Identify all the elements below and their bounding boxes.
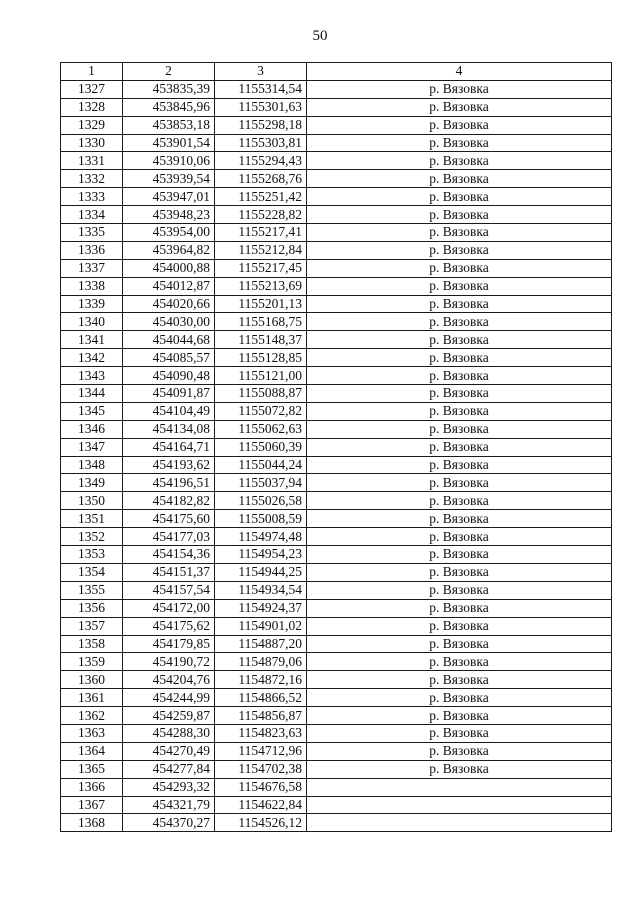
y-coordinate-cell: 1154702,38 xyxy=(215,760,307,778)
y-coordinate-cell: 1154944,25 xyxy=(215,563,307,581)
table-row xyxy=(61,116,612,134)
y-coordinate-cell: 1155201,13 xyxy=(215,295,307,313)
table-row xyxy=(61,367,612,385)
x-coordinate-cell: 454134,08 xyxy=(123,420,215,438)
point-number-cell: 1338 xyxy=(61,277,123,295)
description-cell: р. Вязовка xyxy=(307,313,612,331)
x-coordinate-cell: 454164,71 xyxy=(123,438,215,456)
x-coordinate-cell: 453939,54 xyxy=(123,170,215,188)
table-row xyxy=(61,313,612,331)
y-coordinate-cell: 1154823,63 xyxy=(215,724,307,742)
coordinates-table xyxy=(60,62,612,832)
point-number-cell: 1339 xyxy=(61,295,123,313)
description-cell: р. Вязовка xyxy=(307,134,612,152)
table-row xyxy=(61,671,612,689)
header-col-3: 3 xyxy=(215,63,307,81)
y-coordinate-cell: 1155037,94 xyxy=(215,474,307,492)
point-number-cell: 1344 xyxy=(61,385,123,403)
point-number-cell: 1343 xyxy=(61,367,123,385)
y-coordinate-cell: 1155251,42 xyxy=(215,188,307,206)
description-cell: р. Вязовка xyxy=(307,724,612,742)
description-cell: р. Вязовка xyxy=(307,456,612,474)
point-number-cell: 1348 xyxy=(61,456,123,474)
point-number-cell: 1336 xyxy=(61,241,123,259)
table-row xyxy=(61,349,612,367)
table-row xyxy=(61,152,612,170)
point-number-cell: 1361 xyxy=(61,689,123,707)
header-col-4: 4 xyxy=(307,63,612,81)
y-coordinate-cell: 1155301,63 xyxy=(215,98,307,116)
point-number-cell: 1355 xyxy=(61,581,123,599)
description-cell: р. Вязовка xyxy=(307,170,612,188)
point-number-cell: 1341 xyxy=(61,331,123,349)
point-number-cell: 1340 xyxy=(61,313,123,331)
table-row xyxy=(61,760,612,778)
table-row xyxy=(61,724,612,742)
description-cell: р. Вязовка xyxy=(307,331,612,349)
description-cell: р. Вязовка xyxy=(307,689,612,707)
x-coordinate-cell: 454190,72 xyxy=(123,653,215,671)
y-coordinate-cell: 1155026,58 xyxy=(215,492,307,510)
description-cell: р. Вязовка xyxy=(307,116,612,134)
table-row xyxy=(61,277,612,295)
x-coordinate-cell: 454172,00 xyxy=(123,599,215,617)
x-coordinate-cell: 454091,87 xyxy=(123,385,215,403)
description-cell: р. Вязовка xyxy=(307,599,612,617)
table-row xyxy=(61,438,612,456)
y-coordinate-cell: 1154676,58 xyxy=(215,778,307,796)
table-row xyxy=(61,599,612,617)
description-cell: р. Вязовка xyxy=(307,653,612,671)
description-cell: р. Вязовка xyxy=(307,635,612,653)
x-coordinate-cell: 454044,68 xyxy=(123,331,215,349)
header-col-2: 2 xyxy=(123,63,215,81)
y-coordinate-cell: 1155303,81 xyxy=(215,134,307,152)
y-coordinate-cell: 1154974,48 xyxy=(215,528,307,546)
point-number-cell: 1353 xyxy=(61,546,123,564)
y-coordinate-cell: 1155062,63 xyxy=(215,420,307,438)
x-coordinate-cell: 454288,30 xyxy=(123,724,215,742)
description-cell: р. Вязовка xyxy=(307,259,612,277)
description-cell xyxy=(307,814,612,832)
description-cell: р. Вязовка xyxy=(307,617,612,635)
point-number-cell: 1354 xyxy=(61,563,123,581)
point-number-cell: 1350 xyxy=(61,492,123,510)
y-coordinate-cell: 1154954,23 xyxy=(215,546,307,564)
x-coordinate-cell: 453853,18 xyxy=(123,116,215,134)
x-coordinate-cell: 453845,96 xyxy=(123,98,215,116)
point-number-cell: 1352 xyxy=(61,528,123,546)
description-cell: р. Вязовка xyxy=(307,367,612,385)
table-row xyxy=(61,510,612,528)
x-coordinate-cell: 454151,37 xyxy=(123,563,215,581)
table-row xyxy=(61,635,612,653)
table-row xyxy=(61,295,612,313)
table-row xyxy=(61,259,612,277)
table-row xyxy=(61,420,612,438)
description-cell: р. Вязовка xyxy=(307,188,612,206)
x-coordinate-cell: 454182,82 xyxy=(123,492,215,510)
description-cell: р. Вязовка xyxy=(307,277,612,295)
description-cell: р. Вязовка xyxy=(307,742,612,760)
point-number-cell: 1358 xyxy=(61,635,123,653)
description-cell: р. Вязовка xyxy=(307,707,612,725)
point-number-cell: 1332 xyxy=(61,170,123,188)
table-row xyxy=(61,170,612,188)
description-cell: р. Вязовка xyxy=(307,80,612,98)
x-coordinate-cell: 454157,54 xyxy=(123,581,215,599)
point-number-cell: 1342 xyxy=(61,349,123,367)
x-coordinate-cell: 454177,03 xyxy=(123,528,215,546)
y-coordinate-cell: 1154879,06 xyxy=(215,653,307,671)
point-number-cell: 1360 xyxy=(61,671,123,689)
x-coordinate-cell: 454259,87 xyxy=(123,707,215,725)
x-coordinate-cell: 453835,39 xyxy=(123,80,215,98)
point-number-cell: 1333 xyxy=(61,188,123,206)
x-coordinate-cell: 454193,62 xyxy=(123,456,215,474)
y-coordinate-cell: 1155148,37 xyxy=(215,331,307,349)
description-cell: р. Вязовка xyxy=(307,385,612,403)
x-coordinate-cell: 454179,85 xyxy=(123,635,215,653)
point-number-cell: 1347 xyxy=(61,438,123,456)
point-number-cell: 1327 xyxy=(61,80,123,98)
x-coordinate-cell: 454175,60 xyxy=(123,510,215,528)
x-coordinate-cell: 454370,27 xyxy=(123,814,215,832)
point-number-cell: 1365 xyxy=(61,760,123,778)
table-row xyxy=(61,474,612,492)
x-coordinate-cell: 454020,66 xyxy=(123,295,215,313)
description-cell: р. Вязовка xyxy=(307,420,612,438)
y-coordinate-cell: 1155268,76 xyxy=(215,170,307,188)
y-coordinate-cell: 1154712,96 xyxy=(215,742,307,760)
x-coordinate-cell: 453954,00 xyxy=(123,224,215,242)
y-coordinate-cell: 1154934,54 xyxy=(215,581,307,599)
point-number-cell: 1337 xyxy=(61,259,123,277)
y-coordinate-cell: 1154901,02 xyxy=(215,617,307,635)
table-row xyxy=(61,689,612,707)
table-row xyxy=(61,742,612,760)
description-cell: р. Вязовка xyxy=(307,206,612,224)
y-coordinate-cell: 1154866,52 xyxy=(215,689,307,707)
y-coordinate-cell: 1154924,37 xyxy=(215,599,307,617)
table-row xyxy=(61,814,612,832)
x-coordinate-cell: 454030,00 xyxy=(123,313,215,331)
point-number-cell: 1346 xyxy=(61,420,123,438)
table-row xyxy=(61,778,612,796)
y-coordinate-cell: 1154622,84 xyxy=(215,796,307,814)
description-cell: р. Вязовка xyxy=(307,581,612,599)
table-row xyxy=(61,617,612,635)
description-cell: р. Вязовка xyxy=(307,152,612,170)
x-coordinate-cell: 454000,88 xyxy=(123,259,215,277)
description-cell: р. Вязовка xyxy=(307,510,612,528)
point-number-cell: 1366 xyxy=(61,778,123,796)
description-cell: р. Вязовка xyxy=(307,438,612,456)
header-row xyxy=(61,63,612,81)
point-number-cell: 1334 xyxy=(61,206,123,224)
table-row xyxy=(61,402,612,420)
point-number-cell: 1357 xyxy=(61,617,123,635)
point-number-cell: 1329 xyxy=(61,116,123,134)
description-cell: р. Вязовка xyxy=(307,760,612,778)
table-row xyxy=(61,546,612,564)
x-coordinate-cell: 454277,84 xyxy=(123,760,215,778)
y-coordinate-cell: 1155217,41 xyxy=(215,224,307,242)
point-number-cell: 1368 xyxy=(61,814,123,832)
y-coordinate-cell: 1155008,59 xyxy=(215,510,307,528)
x-coordinate-cell: 454270,49 xyxy=(123,742,215,760)
table-row xyxy=(61,528,612,546)
description-cell xyxy=(307,778,612,796)
y-coordinate-cell: 1155213,69 xyxy=(215,277,307,295)
description-cell: р. Вязовка xyxy=(307,241,612,259)
header-col-1: 1 xyxy=(61,63,123,81)
x-coordinate-cell: 453964,82 xyxy=(123,241,215,259)
table-row xyxy=(61,456,612,474)
point-number-cell: 1367 xyxy=(61,796,123,814)
y-coordinate-cell: 1155298,18 xyxy=(215,116,307,134)
y-coordinate-cell: 1154887,20 xyxy=(215,635,307,653)
description-cell: р. Вязовка xyxy=(307,474,612,492)
description-cell: р. Вязовка xyxy=(307,546,612,564)
x-coordinate-cell: 454154,36 xyxy=(123,546,215,564)
table-row xyxy=(61,134,612,152)
table-row xyxy=(61,331,612,349)
y-coordinate-cell: 1155294,43 xyxy=(215,152,307,170)
table-row xyxy=(61,385,612,403)
y-coordinate-cell: 1155072,82 xyxy=(215,402,307,420)
y-coordinate-cell: 1155044,24 xyxy=(215,456,307,474)
table-row xyxy=(61,707,612,725)
table-row xyxy=(61,224,612,242)
y-coordinate-cell: 1154526,12 xyxy=(215,814,307,832)
point-number-cell: 1359 xyxy=(61,653,123,671)
table-row xyxy=(61,188,612,206)
y-coordinate-cell: 1155212,84 xyxy=(215,241,307,259)
y-coordinate-cell: 1155217,45 xyxy=(215,259,307,277)
table-row xyxy=(61,563,612,581)
page-number: 50 xyxy=(312,28,328,44)
y-coordinate-cell: 1154856,87 xyxy=(215,707,307,725)
description-cell: р. Вязовка xyxy=(307,349,612,367)
x-coordinate-cell: 454012,87 xyxy=(123,277,215,295)
y-coordinate-cell: 1155168,75 xyxy=(215,313,307,331)
description-cell: р. Вязовка xyxy=(307,528,612,546)
x-coordinate-cell: 454090,48 xyxy=(123,367,215,385)
x-coordinate-cell: 453948,23 xyxy=(123,206,215,224)
x-coordinate-cell: 454293,32 xyxy=(123,778,215,796)
description-cell: р. Вязовка xyxy=(307,224,612,242)
table-body xyxy=(61,80,612,831)
table-row xyxy=(61,241,612,259)
point-number-cell: 1362 xyxy=(61,707,123,725)
x-coordinate-cell: 454175,62 xyxy=(123,617,215,635)
point-number-cell: 1363 xyxy=(61,724,123,742)
y-coordinate-cell: 1155128,85 xyxy=(215,349,307,367)
table-row xyxy=(61,98,612,116)
table-row xyxy=(61,80,612,98)
y-coordinate-cell: 1155121,00 xyxy=(215,367,307,385)
point-number-cell: 1364 xyxy=(61,742,123,760)
x-coordinate-cell: 453947,01 xyxy=(123,188,215,206)
point-number-cell: 1351 xyxy=(61,510,123,528)
description-cell: р. Вязовка xyxy=(307,402,612,420)
description-cell: р. Вязовка xyxy=(307,671,612,689)
description-cell: р. Вязовка xyxy=(307,98,612,116)
y-coordinate-cell: 1155088,87 xyxy=(215,385,307,403)
point-number-cell: 1356 xyxy=(61,599,123,617)
point-number-cell: 1349 xyxy=(61,474,123,492)
point-number-cell: 1328 xyxy=(61,98,123,116)
x-coordinate-cell: 454244,99 xyxy=(123,689,215,707)
y-coordinate-cell: 1155060,39 xyxy=(215,438,307,456)
x-coordinate-cell: 454204,76 xyxy=(123,671,215,689)
description-cell: р. Вязовка xyxy=(307,295,612,313)
point-number-cell: 1331 xyxy=(61,152,123,170)
description-cell xyxy=(307,796,612,814)
table-row xyxy=(61,492,612,510)
point-number-cell: 1335 xyxy=(61,224,123,242)
description-cell: р. Вязовка xyxy=(307,492,612,510)
x-coordinate-cell: 454085,57 xyxy=(123,349,215,367)
point-number-cell: 1345 xyxy=(61,402,123,420)
table-row xyxy=(61,581,612,599)
table-row xyxy=(61,796,612,814)
x-coordinate-cell: 454104,49 xyxy=(123,402,215,420)
y-coordinate-cell: 1155314,54 xyxy=(215,80,307,98)
table-row xyxy=(61,653,612,671)
description-cell: р. Вязовка xyxy=(307,563,612,581)
table-header xyxy=(61,63,612,81)
point-number-cell: 1330 xyxy=(61,134,123,152)
x-coordinate-cell: 453901,54 xyxy=(123,134,215,152)
x-coordinate-cell: 454196,51 xyxy=(123,474,215,492)
y-coordinate-cell: 1155228,82 xyxy=(215,206,307,224)
y-coordinate-cell: 1154872,16 xyxy=(215,671,307,689)
table-row xyxy=(61,206,612,224)
x-coordinate-cell: 454321,79 xyxy=(123,796,215,814)
x-coordinate-cell: 453910,06 xyxy=(123,152,215,170)
